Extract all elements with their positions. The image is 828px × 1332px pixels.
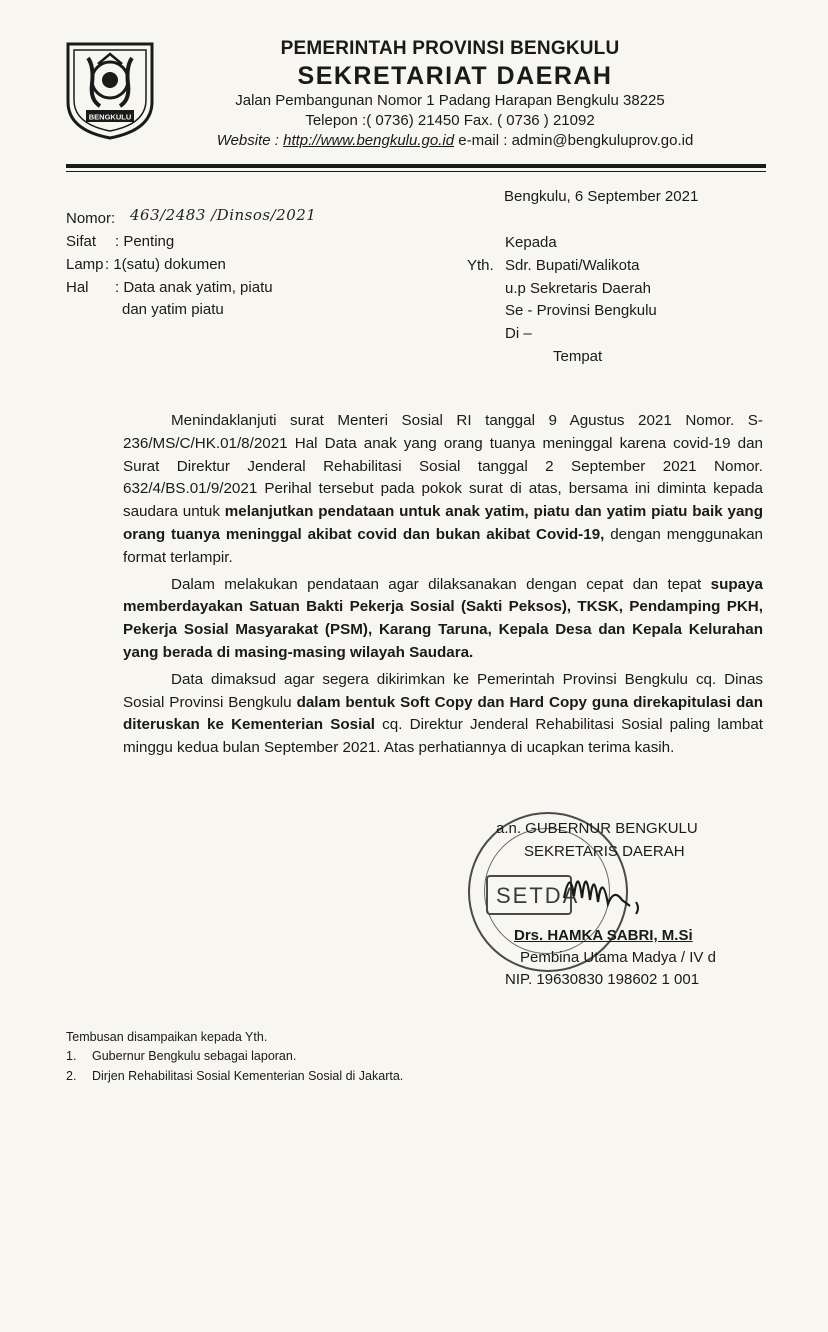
government-name: PEMERINTAH PROVINSI BENGKULU	[280, 38, 620, 59]
website-label: Website :	[216, 132, 284, 149]
hal-label: Hal	[66, 279, 89, 296]
signature-title-line1: a.n. GUBERNUR BENGKULU	[496, 820, 698, 837]
signatory-rank: Pembina Utama Madya / IV d	[520, 949, 716, 966]
office-name: SEKRETARIAT DAERAH	[297, 62, 613, 90]
recipient-line3: Se - Provinsi Bengkulu	[505, 302, 657, 319]
place-date: Bengkulu, 6 September 2021	[504, 188, 699, 205]
signatory-nip: NIP. 19630830 198602 1 001	[505, 971, 700, 988]
letter-body	[123, 410, 763, 760]
body-paragraph-3: Data dimaksud agar segera dikirimkan ke Pemerintah Provinsi Bengkulu cq. Dinas Sosial Provinsi Bengkulu dalam bentuk Soft Copy dan Hard Copy guna direkapitulasi dan diteruskan ke Kementerian Sosial cq. Direktur Jenderal Rehabilitasi Sosial paling lambat minggu kedua bulan September 2021. Atas perhatiannya di ucapkan terima kasih.	[123, 670, 764, 757]
handwritten-signature	[560, 858, 650, 918]
cc-item-1-text: Gubernur Bengkulu sebagai laporan.	[92, 1049, 297, 1063]
lamp-label: Lamp	[66, 256, 104, 273]
body-paragraph-2: Dalam melakukan pendataan agar dilaksanakan dengan cepat dan tepat supaya memberdayakan Satuan Bakti Pekerja Sosial (Sakti Peksos), TKSK, Pendamping PKH, Pekerja Sosial Masyarakat (PSM), Karang Taruna, Kepala Desa dan Kepala Kelurahan yang berada di masing-masing wilayah Saudara.	[123, 575, 763, 661]
office-phone: Telepon :( 0736) 21450 Fax. ( 0736 ) 21092	[305, 112, 595, 129]
cc-item-1-number: 1.	[66, 1049, 77, 1063]
cc-heading: Tembusan disampaikan kepada Yth.	[66, 1030, 268, 1044]
body-paragraph-1: Menindaklanjuti surat Menteri Sosial RI tanggal 9 Agustus 2021 Nomor. S-236/MS/C/HK.01/8/2021 Hal Data anak yang orang tuanya meninggal karena covid-19 dan Surat Direktur Jenderal Rehabilitasi Sosial tanggal 2 September 2021 Nomor. 632/4/BS.01/9/2021 Perihal tersebut pada pokok surat di atas, bersama ini diminta kepada saudara untuk melanjutkan pendataan untuk anak yatim, piatu dan yatim piatu baik yang orang tuanya meninggal akibat covid dan bukan akibat Covid-19, dengan menggunakan format terlampir.	[123, 412, 763, 566]
recipient-kepada: Kepada	[505, 234, 557, 251]
recipient-yth: Yth.	[467, 257, 494, 274]
signatory-name: Drs. HAMKA SABRI, M.Si	[514, 927, 693, 944]
hal-value-line1: : Data anak yatim, piatu	[115, 279, 273, 296]
sifat-value: : Penting	[115, 233, 175, 250]
svg-text:BENGKULU: BENGKULU	[88, 112, 132, 122]
website-link[interactable]: http://www.bengkulu.go.id	[283, 132, 455, 149]
cc-item-2-text: Dirjen Rehabilitasi Sosial Kementerian Sosial di Jakarta.	[92, 1069, 404, 1083]
nomor-value-handwritten: 463/2483 /Dinsos/2021	[130, 206, 317, 224]
recipient-line5: Tempat	[553, 348, 603, 365]
signature-title-line2: SEKRETARIS DAERAH	[524, 843, 685, 860]
hal-value-line2: dan yatim piatu	[122, 301, 224, 318]
recipient-line1: Sdr. Bupati/Walikota	[505, 257, 640, 274]
nomor-label: Nomor:	[66, 210, 116, 227]
email-text: e-mail : admin@bengkuluprov.go.id	[454, 132, 694, 149]
office-address: Jalan Pembangunan Nomor 1 Padang Harapan Bengkulu 38225	[235, 92, 665, 109]
recipient-line4: Di –	[505, 325, 532, 342]
official-stamp-text: SETDA	[486, 875, 572, 915]
provincial-emblem-logo	[64, 40, 156, 140]
cc-item-2-number: 2.	[66, 1069, 77, 1083]
lamp-value: : 1(satu) dokumen	[105, 256, 226, 273]
office-contact	[150, 132, 760, 149]
sifat-label: Sifat	[66, 233, 97, 250]
recipient-line2: u.p Sekretaris Daerah	[505, 280, 651, 297]
letterhead-divider-thin	[66, 171, 766, 172]
letterhead-divider	[66, 164, 766, 168]
